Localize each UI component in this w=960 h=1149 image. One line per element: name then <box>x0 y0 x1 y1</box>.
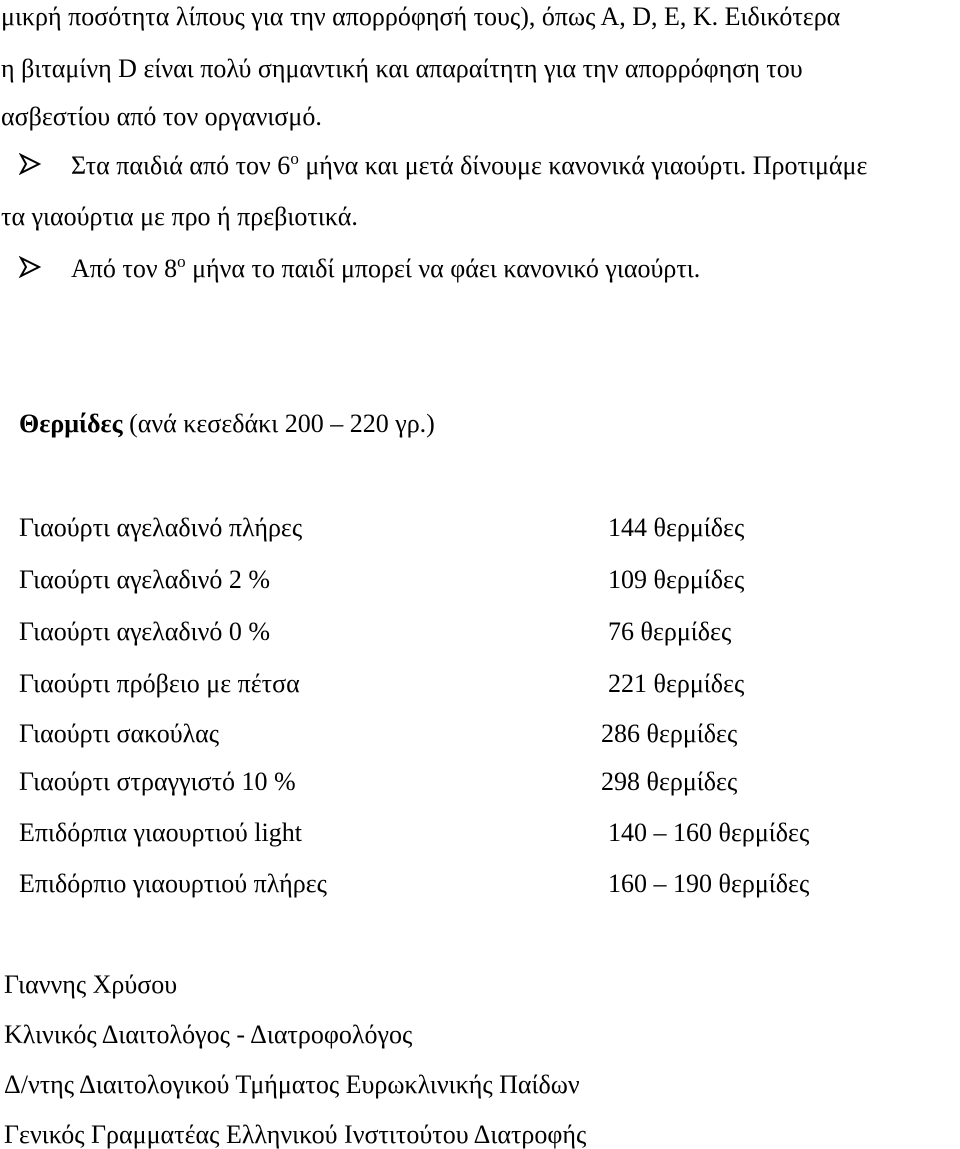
signature-name: Γιαννης Χρύσου <box>4 970 178 999</box>
bullet-2-text <box>71 252 701 283</box>
bullet-1-ordinal: ο <box>290 149 299 168</box>
bullet-2-ordinal: ο <box>177 252 186 271</box>
calorie-row-label: Επιδόρπια γιαουρτιού light <box>19 818 302 847</box>
signature-role: Γενικός Γραμματέας Ελληνικού Ινστιτούτου Διατροφής <box>4 1120 587 1149</box>
calorie-row-label: Γιαούρτι αγελαδινό 2 % <box>19 565 270 594</box>
signature-title: Κλινικός Διαιτολόγος - Διατροφολόγος <box>4 1020 413 1049</box>
calorie-row-label: Γιαούρτι αγελαδινό πλήρες <box>19 513 303 542</box>
calorie-row-value: 140 – 160 θερμίδες <box>608 818 810 847</box>
bullet-1-text <box>71 149 868 180</box>
bullet-1-post: μήνα και μετά δίνουμε κανονικά γιαούρτι. Προτιμάμε <box>298 151 868 180</box>
calorie-row-value: 221 θερμίδες <box>608 669 745 698</box>
calorie-row-value: 298 θερμίδες <box>601 767 738 796</box>
calories-heading <box>19 411 435 437</box>
intro-line-1: μικρή ποσότητα λίπους για την απορρόφησή τους), όπως Α, D, E, K. Ειδικότερα <box>1 2 841 31</box>
calorie-row-label: Επιδόρπιο γιαουρτιού πλήρες <box>19 869 327 898</box>
intro-line-3: ασβεστίου από τον οργανισμό. <box>1 102 322 131</box>
calories-heading-bold: Θερμίδες <box>19 409 123 438</box>
calorie-row-label: Γιαούρτι στραγγιστό 10 % <box>19 767 296 796</box>
calorie-row-label: Γιαούρτι πρόβειο με πέτσα <box>19 669 300 698</box>
signature-position: Δ/ντης Διαιτολογικού Τμήματος Ευρωκλινικής Παίδων <box>4 1070 580 1099</box>
bullet-1-continuation: τα γιαούρτια με προ ή πρεβιοτικά. <box>1 202 358 231</box>
calorie-row-value: 76 θερμίδες <box>608 617 732 646</box>
bullet-1-pre: Στα παιδιά από τον 6 <box>71 151 291 180</box>
calorie-row-value: 144 θερμίδες <box>608 513 745 542</box>
calorie-row-value: 109 θερμίδες <box>608 565 745 594</box>
bullet-2-post: μήνα το παιδί μπορεί να φάει κανονικό γιαούρτι. <box>185 254 701 283</box>
calorie-row-value: 160 – 190 θερμίδες <box>608 869 810 898</box>
arrowhead-bullet-icon <box>19 256 41 278</box>
calorie-row-value: 286 θερμίδες <box>601 719 738 748</box>
bullet-2-pre: Από τον 8 <box>71 254 178 283</box>
intro-line-2: η βιταμίνη D είναι πολύ σημαντική και απαραίτητη για την απορρόφηση του <box>1 54 803 83</box>
calorie-row-label: Γιαούρτι σακούλας <box>19 719 220 748</box>
arrowhead-bullet-icon <box>19 153 41 175</box>
calorie-row-label: Γιαούρτι αγελαδινό 0 % <box>19 617 270 646</box>
calories-heading-rest: (ανά κεσεδάκι 200 – 220 γρ.) <box>122 409 435 438</box>
